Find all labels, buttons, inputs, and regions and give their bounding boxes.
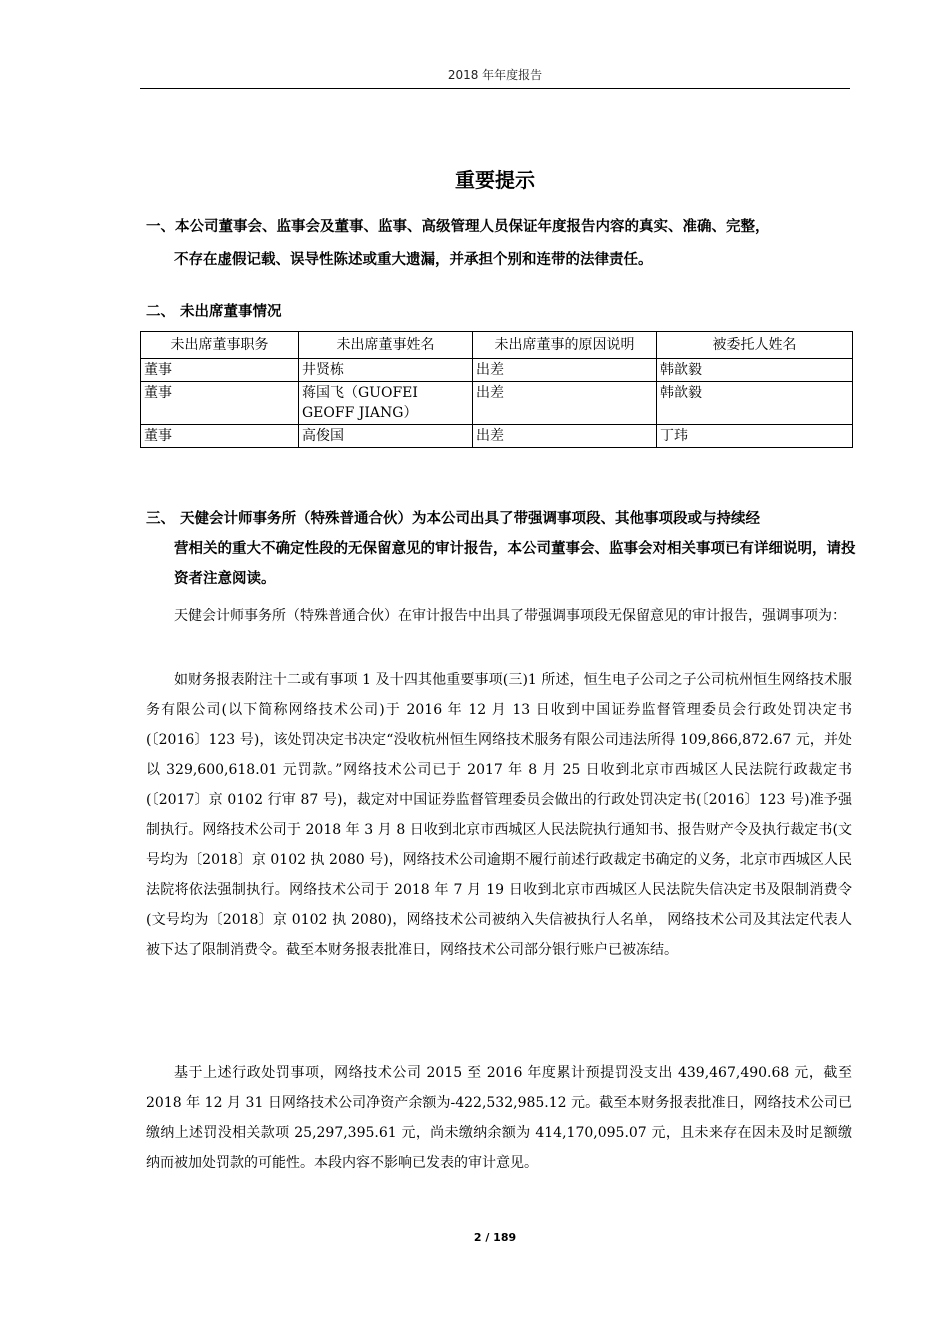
column-header: 未出席董事的原因说明 — [473, 332, 657, 359]
paragraph-penalty-provision — [146, 1058, 852, 1178]
page-number: 2 / 189 — [473, 1231, 517, 1244]
table-cell: 出差 — [473, 425, 657, 448]
column-header: 未出席董事姓名 — [299, 332, 473, 359]
table-cell: 出差 — [473, 359, 657, 382]
section-1-line-2: 不存在虚假记载、误导性陈述或重大遗漏，并承担个别和连带的法律责任。 — [174, 252, 653, 268]
header-rule — [140, 88, 850, 89]
paragraph-text: 天健会计师事务所（特殊普通合伙）在审计报告中出具了带强调事项段无保留意见的审计报告，强调事项为： — [174, 608, 846, 624]
table-cell: 韩歆毅 — [657, 382, 853, 425]
paragraph-emphasis-matter — [146, 665, 852, 965]
table-cell: 董事 — [141, 359, 299, 382]
paragraph-text: 如财务报表附注十二或有事项 1 及十四其他重要事项(三)1 所述，恒生电子公司之子公司杭州恒生网络技术服务有限公司(以下简称网络技术公司)于 2016 年 12 月 13 日收到中国证券监督管理委员会行政处罚决定书(〔2016〕123 号)，该处罚决定书决定“没收杭州恒生网络技术服务有限公司违法所得 109,866,872.67 元，并处以 329,600,618.01 元罚款。”网络技术公司已于 2017 年 8 月 25 日收到北京市西城区人民法院行政裁定书(〔2017〕京 0102 行审 87 号)，裁定对中国证券监督管理委员会做出的行政处罚决定书(〔2016〕123 号)准予强制执行。网络技术公司于 2018 年 3 月 8 日收到北京市西城区人民法院执行通知书、报告财产令及执行裁定书(文号均为〔2018〕京 0102 执 2080 号)，网络技术公司逾期不履行前述行政裁定书确定的义务，北京市西城区人民法院将依法强制执行。网络技术公司于 2018 年 7 月 19 日收到北京市西城区人民法院失信决定书及限制消费令(文号均为〔2018〕京 0102 执 2080)，网络技术公司被纳入失信被执行人名单， 网络技术公司及其法定代表人被下达了限制消费令。截至本财务报表批准日，网络技术公司部分银行账户已被冻结。 — [146, 672, 852, 958]
table-header-row — [141, 332, 853, 359]
page-header: 2018 年年度报告 — [447, 68, 543, 82]
table-row — [141, 359, 853, 382]
table-cell: 出差 — [473, 382, 657, 425]
paragraph-audit-opinion — [146, 601, 852, 631]
section-3-line-1: 三、 天健会计师事务所（特殊普通合伙）为本公司出具了带强调事项段、其他事项段或与持续经 — [146, 511, 761, 527]
page-title: 重要提示 — [455, 168, 535, 192]
section-2-heading: 二、 未出席董事情况 — [146, 304, 282, 320]
table-cell: 董事 — [141, 382, 299, 425]
column-header: 被委托人姓名 — [657, 332, 853, 359]
table-cell: 丁玮 — [657, 425, 853, 448]
section-1-line-1: 一、本公司董事会、监事会及董事、监事、高级管理人员保证年度报告内容的真实、准确、完整， — [146, 219, 770, 235]
table-cell: 韩歆毅 — [657, 359, 853, 382]
absent-directors-table — [140, 331, 853, 448]
column-header: 未出席董事职务 — [141, 332, 299, 359]
paragraph-text: 基于上述行政处罚事项，网络技术公司 2015 至 2016 年度累计预提罚没支出 439,467,490.68 元，截至 2018 年 12 月 31 日网络技术公司净资产余额为-422,532,985.12 元。截至本财务报表批准日，网络技术公司已缴纳上述罚没相关款项 25,297,395.61 元，尚未缴纳余额为 414,170,095.07 元，且未来存在因未及时足额缴纳而被加处罚款的可能性。本段内容不影响已发表的审计意见。 — [146, 1065, 852, 1171]
table-cell: 高俊国 — [299, 425, 473, 448]
section-3-rest: 营相关的重大不确定性段的无保留意见的审计报告，本公司董事会、监事会对相关事项已有详细说明，请投资者注意阅读。 — [174, 541, 856, 587]
table-cell: 蒋国飞（GUOFEI GEOFF JIANG） — [299, 382, 473, 425]
table-row — [141, 382, 853, 425]
table-cell: 井贤栋 — [299, 359, 473, 382]
table-row — [141, 425, 853, 448]
section-3 — [146, 504, 858, 594]
section-1 — [146, 211, 856, 277]
table-cell: 董事 — [141, 425, 299, 448]
